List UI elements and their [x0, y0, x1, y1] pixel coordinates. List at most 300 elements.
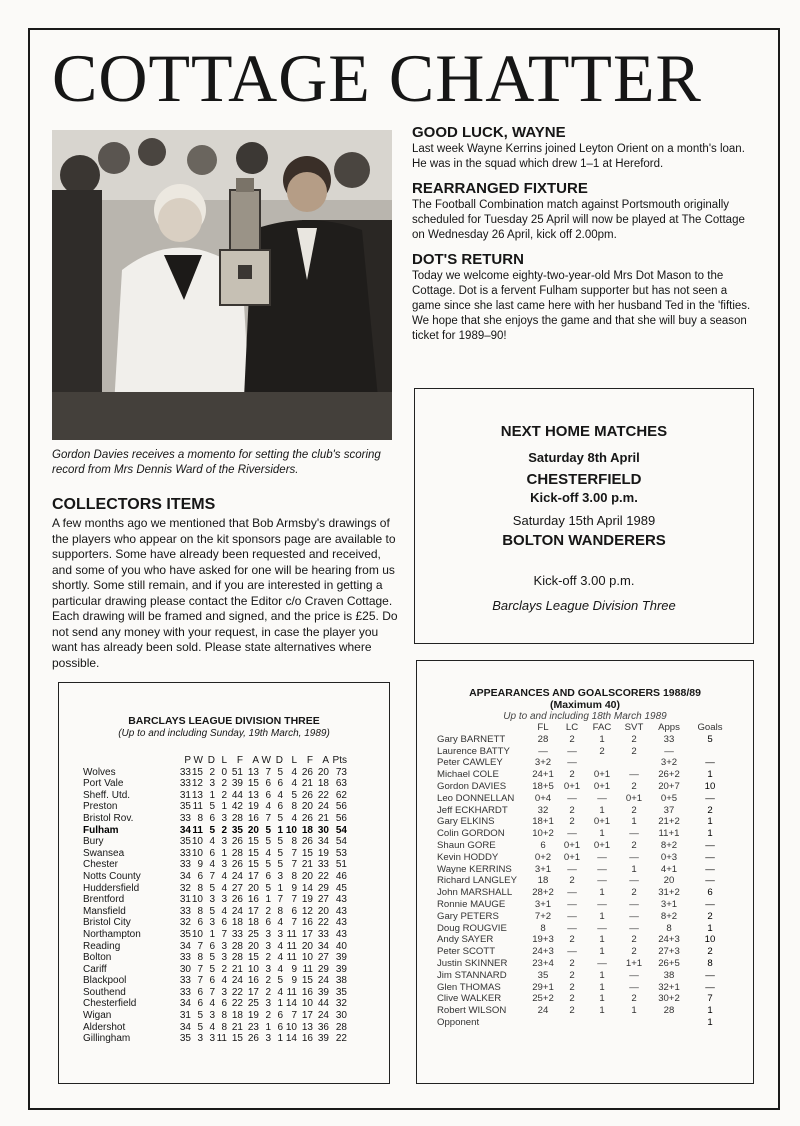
appearance-cell: 18	[537, 875, 549, 887]
league-cell: 22	[317, 917, 329, 929]
appearance-cell: 2	[631, 804, 637, 816]
league-cell: 4	[277, 789, 283, 801]
appearance-cell: —	[705, 981, 715, 993]
news-column	[412, 124, 754, 352]
team-name: Northampton	[83, 928, 141, 940]
league-cell: 25	[247, 998, 259, 1010]
league-cell: 15	[247, 836, 259, 848]
appearance-cell: —	[567, 863, 577, 875]
league-cell: 6	[197, 986, 203, 998]
appearance-cell: 1	[707, 769, 713, 781]
league-cell: 28	[335, 1021, 347, 1033]
appearance-cell: —	[567, 828, 577, 840]
league-cell: 21	[301, 859, 313, 871]
appearance-cell: 35	[537, 969, 549, 981]
player-name: Colin GORDON	[437, 828, 505, 840]
next-home-matches-box	[414, 388, 754, 644]
league-cell: 3	[265, 940, 271, 952]
appearance-cell: 1	[599, 733, 605, 745]
league-cell: 35	[231, 824, 243, 836]
player-row	[437, 911, 731, 923]
player-name: Justin SKINNER	[437, 957, 508, 969]
league-table-title: BARCLAYS LEAGUE DIVISION THREE	[128, 715, 320, 727]
appearances-column-header: FAC	[592, 722, 612, 733]
appearance-cell: —	[629, 922, 639, 934]
league-cell: 3	[221, 940, 227, 952]
appearances-date-note: Up to and including 18th March 1989	[503, 711, 667, 722]
league-cell: 3	[265, 928, 271, 940]
appearance-cell: 11+1	[658, 828, 680, 840]
league-cell: 6	[197, 870, 203, 882]
league-cell: 33	[179, 766, 191, 778]
league-cell: 3	[221, 952, 227, 964]
league-cell: 33	[317, 859, 329, 871]
league-cell: 54	[335, 836, 347, 848]
league-cell: 33	[179, 905, 191, 917]
league-cell: 44	[231, 789, 243, 801]
appearance-cell: 2	[631, 887, 637, 899]
appearance-cell: 3+2	[660, 757, 678, 769]
league-cell: 1	[221, 801, 227, 813]
league-cell: 26	[301, 812, 313, 824]
league-cell: 26	[301, 766, 313, 778]
league-cell: 8	[277, 905, 283, 917]
appearance-cell: 1	[631, 1005, 637, 1017]
player-row	[437, 781, 731, 793]
league-cell: 30	[317, 824, 329, 836]
collectors-items-article	[52, 496, 398, 671]
team-name: Aldershot	[83, 1021, 126, 1033]
appearance-cell: 28+2	[532, 887, 554, 899]
league-cell: 5	[291, 789, 297, 801]
appearance-cell: 2	[631, 993, 637, 1005]
team-name: Port Vale	[83, 778, 124, 790]
league-cell: 5	[265, 836, 271, 848]
league-cell: 11	[192, 801, 203, 813]
player-name: Robert WILSON	[437, 1005, 507, 1017]
league-cell: 22	[317, 870, 329, 882]
league-cell: 35	[179, 928, 191, 940]
appearance-cell: 1	[599, 828, 605, 840]
league-cell: 3	[221, 859, 227, 871]
league-cell: 21	[301, 778, 313, 790]
player-name: Opponent	[437, 1016, 480, 1028]
player-name: Kevin HODDY	[437, 851, 499, 863]
league-cell: 5	[209, 882, 215, 894]
player-row	[437, 1005, 731, 1017]
league-cell: 18	[301, 824, 313, 836]
appearance-cell: 8	[540, 922, 546, 934]
league-cell: 2	[209, 766, 215, 778]
league-cell: 3	[209, 894, 215, 906]
league-cell: 3	[209, 778, 215, 790]
league-table-subtitle: (Up to and including Sunday, 19th March, 1989)	[118, 728, 330, 739]
league-cell: 3	[209, 1033, 215, 1045]
league-cell: 17	[247, 986, 259, 998]
appearance-cell: —	[705, 863, 715, 875]
league-cell: 10	[285, 1021, 297, 1033]
appearance-cell: 19+3	[532, 934, 554, 946]
appearance-cell: 0+1	[563, 839, 581, 851]
appearance-cell: 0+1	[593, 769, 611, 781]
league-cell: 20	[247, 824, 259, 836]
league-cell: 4	[221, 882, 227, 894]
league-cell: 4	[277, 963, 283, 975]
player-name: Peter SCOTT	[437, 946, 496, 958]
league-cell: 62	[335, 789, 347, 801]
league-cell: 4	[277, 952, 283, 964]
league-cell: 26	[231, 894, 243, 906]
appearance-cell: 3+2	[534, 757, 552, 769]
appearance-cell: —	[664, 745, 674, 757]
league-cell: 1	[277, 1033, 283, 1045]
league-cell: 33	[317, 928, 329, 940]
league-cell: 19	[301, 894, 313, 906]
league-cell: 3	[221, 812, 227, 824]
appearance-cell	[619, 1017, 649, 1029]
league-cell: 7	[197, 975, 203, 987]
league-cell: 24	[317, 975, 329, 987]
league-cell: 33	[179, 859, 191, 871]
league-cell: 0	[221, 766, 227, 778]
player-row	[437, 875, 731, 887]
appearance-cell: —	[597, 922, 607, 934]
league-cell: 34	[179, 998, 191, 1010]
league-column-header: L	[221, 755, 227, 766]
appearance-cell: —	[629, 910, 639, 922]
appearance-cell: 2	[569, 993, 575, 1005]
league-cell: 8	[197, 812, 203, 824]
league-column-header: A	[252, 755, 259, 766]
league-cell: 6	[277, 1010, 283, 1022]
league-cell: 20	[301, 940, 313, 952]
league-cell: 9	[291, 975, 297, 987]
league-cell: 3	[197, 1033, 203, 1045]
article-body: The Football Combination match against Portsmouth originally scheduled for Tuesday 25 April will now be played at The Cottage on Wednesday 26 April, kick off 2.00pm.	[412, 199, 745, 241]
league-cell: 8	[197, 905, 203, 917]
league-cell: 5	[209, 952, 215, 964]
league-cell: 45	[335, 882, 347, 894]
appearance-cell: —	[567, 910, 577, 922]
league-cell: 33	[179, 812, 191, 824]
appearance-cell: 37	[663, 804, 675, 816]
league-cell: 4	[209, 836, 215, 848]
league-cell: 56	[335, 801, 347, 813]
appearance-cell: —	[597, 898, 607, 910]
appearance-cell: —	[597, 863, 607, 875]
league-cell: 33	[179, 986, 191, 998]
player-row	[437, 864, 731, 876]
league-cell: 3	[265, 1033, 271, 1045]
player-name: Andy SAYER	[437, 934, 494, 946]
league-cell: 5	[197, 1021, 203, 1033]
league-cell: 8	[197, 882, 203, 894]
league-cell: 6	[197, 998, 203, 1010]
appearances-column-header: Goals	[697, 722, 723, 733]
league-cell: 4	[277, 986, 283, 998]
team-name: Southend	[83, 986, 126, 998]
league-cell: 35	[335, 986, 347, 998]
league-cell: 26	[247, 1033, 259, 1045]
league-cell: 24	[231, 905, 243, 917]
league-cell: 5	[277, 812, 283, 824]
league-cell: 9	[291, 963, 297, 975]
appearance-cell: —	[538, 745, 548, 757]
league-cell: 31	[179, 894, 191, 906]
article-body: Today we welcome eighty-two-year-old Mrs Dot Mason to the Cottage. Dot is a fervent Fulham supporter but has not seen a game since she last came here with her husband Ted in the 'fifties. We hope that she enjoys the game and that she will buy a season ticket for 1989–90!	[412, 270, 751, 342]
player-name: John MARSHALL	[437, 887, 513, 899]
team-name: Brentford	[83, 894, 125, 906]
appearance-cell: 2	[707, 946, 713, 958]
appearance-cell: —	[629, 828, 639, 840]
league-cell: 3	[209, 917, 215, 929]
league-table-row	[83, 998, 347, 1010]
league-cell: 7	[265, 766, 271, 778]
article-heading: REARRANGED FIXTURE	[412, 180, 588, 197]
league-table-row	[83, 790, 347, 802]
league-cell: 7	[291, 859, 297, 871]
league-table-row	[83, 894, 347, 906]
appearance-cell: 1	[599, 887, 605, 899]
appearance-cell: 5	[707, 733, 713, 745]
league-cell: 5	[209, 963, 215, 975]
team-name: Reading	[83, 940, 121, 952]
appearances-column-header: LC	[565, 722, 579, 733]
league-cell: 17	[247, 870, 259, 882]
league-cell: 13	[191, 789, 203, 801]
league-table-row	[83, 1022, 347, 1034]
league-cell: 21	[231, 963, 243, 975]
league-column-header: W	[261, 755, 271, 766]
appearance-cell: —	[597, 851, 607, 863]
league-cell: 4	[265, 801, 271, 813]
league-column-header: L	[291, 755, 297, 766]
appearance-cell: 2	[569, 769, 575, 781]
league-cell: 15	[301, 975, 313, 987]
appearance-cell: 20	[663, 875, 675, 887]
league-cell: 6	[209, 847, 215, 859]
league-cell: 4	[209, 998, 215, 1010]
player-row	[437, 1017, 731, 1029]
player-row	[437, 805, 731, 817]
appearance-cell: —	[705, 969, 715, 981]
player-name: Gary PETERS	[437, 910, 499, 922]
league-table-row	[83, 813, 347, 825]
league-table-row	[83, 767, 347, 779]
league-column-header	[83, 755, 179, 767]
league-cell: 36	[317, 1021, 329, 1033]
appearance-cell: 6	[707, 887, 713, 899]
appearance-cell: 2	[569, 816, 575, 828]
appearance-cell: —	[567, 792, 577, 804]
team-name: Chesterfield	[83, 998, 137, 1010]
league-cell: 27	[317, 952, 329, 964]
league-table-row	[83, 1033, 347, 1045]
appearance-cell: —	[629, 898, 639, 910]
league-cell: 8	[291, 870, 297, 882]
league-cell: 27	[317, 894, 329, 906]
league-cell: 39	[335, 952, 347, 964]
appearance-cell: 24	[537, 1005, 549, 1017]
article-heading: COLLECTORS ITEMS	[52, 496, 216, 513]
appearance-cell: —	[705, 839, 715, 851]
appearance-cell: 33	[663, 733, 675, 745]
league-cell: 6	[277, 778, 283, 790]
league-cell: 22	[335, 1033, 347, 1045]
player-row	[437, 934, 731, 946]
team-name: Cariff	[83, 963, 107, 975]
player-row	[437, 852, 731, 864]
league-cell: 16	[247, 812, 259, 824]
appearance-cell: 18+5	[532, 780, 554, 792]
league-cell: 34	[179, 940, 191, 952]
player-row	[437, 757, 731, 769]
appearance-cell: 1	[599, 804, 605, 816]
appearance-cell: 6	[540, 839, 546, 851]
league-cell: 4	[221, 870, 227, 882]
league-cell: 1	[277, 998, 283, 1010]
league-cell: 6	[209, 812, 215, 824]
league-cell: 23	[247, 1021, 259, 1033]
league-cell: 3	[221, 986, 227, 998]
appearance-cell: 7+2	[534, 910, 552, 922]
player-row	[437, 746, 731, 758]
appearance-cell: 29+1	[532, 981, 554, 993]
league-cell: 8	[291, 836, 297, 848]
team-name: Wigan	[83, 1010, 112, 1022]
appearance-cell: 2	[707, 804, 713, 816]
league-cell: 73	[335, 766, 347, 778]
league-cell: 15	[231, 1033, 243, 1045]
league-cell: 11	[192, 824, 203, 836]
league-cell: 53	[335, 847, 347, 859]
league-cell: 8	[221, 1010, 227, 1022]
player-name: Gordon DAVIES	[437, 780, 507, 792]
appearance-cell: 0+1	[625, 792, 643, 804]
team-name: Chester	[83, 859, 119, 871]
league-cell: 24	[231, 975, 243, 987]
league-cell: 6	[277, 801, 283, 813]
league-cell: 8	[197, 952, 203, 964]
league-cell: 15	[247, 859, 259, 871]
player-name: Clive WALKER	[437, 993, 502, 1005]
player-name: Gary BARNETT	[437, 733, 506, 745]
league-cell: 16	[301, 1033, 313, 1045]
league-cell: 15	[191, 766, 203, 778]
league-cell: 10	[191, 836, 203, 848]
league-cell: 22	[317, 789, 329, 801]
league-cell: 38	[335, 975, 347, 987]
appearance-cell: —	[705, 898, 715, 910]
appearance-cell: 2	[569, 733, 575, 745]
league-cell: 54	[335, 824, 347, 836]
photo-caption: Gordon Davies receives a momento for setting the club's scoring record from Mrs Dennis Ward of the Riversiders.	[52, 449, 381, 476]
masthead-title: COTTAGE CHATTER	[52, 40, 702, 116]
league-cell: 27	[231, 882, 243, 894]
league-cell: 4	[277, 940, 283, 952]
league-cell: 32	[179, 917, 191, 929]
league-cell: 43	[335, 905, 347, 917]
league-table-row	[83, 778, 347, 790]
match-opponent: CHESTERFIELD	[526, 471, 642, 488]
league-table-row	[83, 941, 347, 953]
appearance-cell: 18+1	[532, 816, 554, 828]
league-cell: 44	[317, 998, 329, 1010]
league-cell: 46	[335, 870, 347, 882]
league-cell: 33	[179, 952, 191, 964]
appearance-cell: 2	[631, 934, 637, 946]
league-cell: 40	[335, 940, 347, 952]
appearance-cell: 1	[707, 828, 713, 840]
league-table-row	[83, 825, 347, 837]
league-cell: 24	[317, 1010, 329, 1022]
league-cell: 26	[301, 836, 313, 848]
appearance-cell: 1	[599, 993, 605, 1005]
appearances-title: APPEARANCES AND GOALSCORERS 1988/89	[469, 687, 701, 699]
appearance-cell	[649, 1017, 689, 1029]
league-cell: 5	[277, 836, 283, 848]
league-cell: 5	[277, 859, 283, 871]
league-cell: 5	[277, 766, 283, 778]
appearance-cell: —	[567, 898, 577, 910]
league-table-row	[83, 848, 347, 860]
appearance-cell: 1	[707, 1016, 713, 1028]
league-cell: 6	[209, 940, 215, 952]
league-table-row	[83, 964, 347, 976]
league-cell: 5	[209, 824, 215, 836]
league-cell: 34	[179, 1021, 191, 1033]
league-cell: 4	[221, 975, 227, 987]
league-cell: 21	[317, 812, 329, 824]
league-cell: 16	[301, 917, 313, 929]
player-name: Leo DONNELLAN	[437, 792, 515, 804]
appearance-cell: 2	[569, 875, 575, 887]
league-cell: 24	[317, 801, 329, 813]
league-cell: 6	[265, 917, 271, 929]
league-cell: 17	[301, 928, 313, 940]
appearance-cell: 30+2	[658, 993, 680, 1005]
appearance-cell: 23+4	[532, 957, 554, 969]
league-cell: 7	[291, 894, 297, 906]
appearance-cell: 7	[707, 993, 713, 1005]
appearance-cell: 1	[631, 863, 637, 875]
league-cell: 19	[317, 847, 329, 859]
league-cell: 42	[231, 801, 243, 813]
league-cell: 29	[317, 963, 329, 975]
league-cell: 5	[197, 1010, 203, 1022]
league-cell: 4	[291, 778, 297, 790]
appearance-cell: —	[597, 957, 607, 969]
appearance-cell: 1	[707, 816, 713, 828]
appearance-cell: 28	[537, 733, 549, 745]
league-cell: 4	[209, 859, 215, 871]
appearance-cell: 1	[707, 922, 713, 934]
league-cell: 56	[335, 812, 347, 824]
league-cell: 7	[277, 894, 283, 906]
appearance-cell: 1	[599, 946, 605, 958]
league-cell: 4	[221, 905, 227, 917]
team-name: Huddersfield	[83, 882, 140, 894]
match-kickoff: Kick-off 3.00 p.m.	[533, 573, 635, 588]
team-name: Bristol Rov.	[83, 812, 134, 824]
appearance-cell: 1	[599, 910, 605, 922]
league-cell: 4	[291, 766, 297, 778]
player-row	[437, 970, 731, 982]
league-cell: 10	[191, 847, 203, 859]
league-cell: 6	[221, 998, 227, 1010]
appearance-cell: —	[629, 981, 639, 993]
appearance-cell	[559, 1017, 585, 1029]
